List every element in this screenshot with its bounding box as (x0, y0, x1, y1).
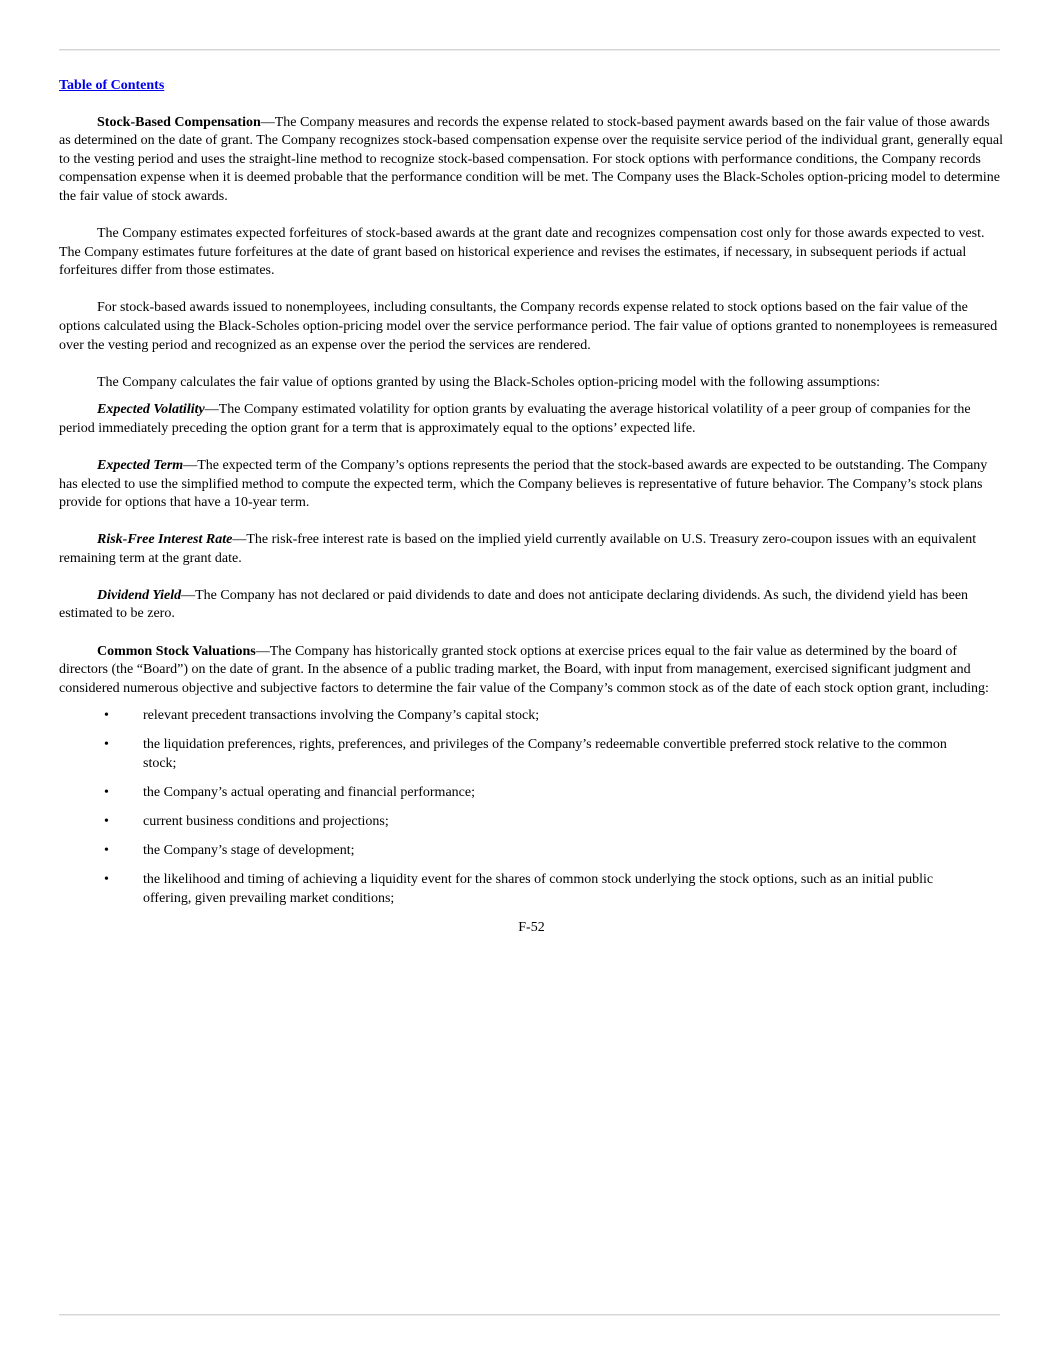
heading-risk-free-interest-rate: Risk-Free Interest Rate (97, 532, 233, 548)
heading-dividend-yield: Dividend Yield (97, 587, 182, 603)
paragraph-text: —The risk-free interest rate is based on the implied yield currently available on U.S. Treasury zero-coupon issues with an equivalent remaining term at the grant date. (59, 532, 977, 566)
heading-common-stock-valuations: Common Stock Valuations (97, 643, 256, 659)
valuation-factors-list (59, 707, 1004, 908)
paragraph-stock-based-compensation (59, 114, 1004, 207)
bullet-icon: • (104, 737, 109, 753)
paragraph-text: —The expected term of the Company’s options represents the period that the stock-based awards are expected to be outstanding. The Company has elected to use the simplified method to compute the expected term, which the Company believes is representative of future behavior. The Company’s stock plans provide for options that have a 10-year term. (59, 457, 988, 511)
list-item (59, 842, 973, 861)
list-item-text: relevant precedent transactions involving the Company’s capital stock; (143, 708, 540, 724)
paragraph-dividend-yield (59, 587, 1004, 624)
list-item-text: current business conditions and projections; (143, 814, 389, 830)
list-item-text: the Company’s stage of development; (143, 843, 355, 859)
paragraph-text: —The Company has not declared or paid dividends to date and does not anticipate declaring dividends. As such, the dividend yield has been estimated to be zero. (59, 587, 969, 622)
bottom-divider (59, 1314, 1000, 1315)
list-item-text: the liquidation preferences, rights, preferences, and privileges of the Company’s redeemable convertible preferred stock relative to the common stock; (143, 737, 947, 772)
paragraph-expected-term (59, 457, 1004, 513)
paragraph-text: —The Company estimated volatility for option grants by evaluating the average historical volatility of a peer group of companies for the period immediately preceding the option grant for a term that is approximately equal to the options’ expected life. (59, 402, 971, 436)
paragraph-risk-free-rate (59, 531, 1004, 568)
bullet-icon: • (104, 814, 109, 830)
list-item (59, 813, 973, 832)
paragraph-assumptions-intro: The Company calculates the fair value of options granted by using the Black-Scholes option-pricing model with the following assumptions: (97, 374, 881, 390)
paragraph-expected-volatility (59, 401, 1004, 438)
list-item (59, 707, 973, 726)
paragraph-forfeitures: The Company estimates expected forfeitures of stock-based awards at the grant date and recognizes compensation cost only for those awards expected to vest. The Company estimates future forfeitures at the date of grant based on historical experience and revises the estimates, if necessary, in subsequent periods if actual forfeitures differ from those estimates. (59, 226, 985, 279)
heading-expected-volatility: Expected Volatility (97, 402, 205, 418)
paragraph-text: —The Company has historically granted stock options at exercise prices equal to the fair value as determined by the board of directors (the “Board”) on the date of grant. In the absence of a public trading market, the Board, with input from management, exercised significant judgment and considered numerous objective and subjective factors to determine the fair value of the Company’s common stock as of the date of each stock option grant, including: (59, 643, 989, 696)
paragraph-text: —The Company measures and records the expense related to stock-based payment awards based on the fair value of those awards as determined on the date of grant. The Company recognizes stock-based compensation expense over the requisite service period of the individual grant, generally equal to the vesting period and uses the straight-line method to recognize stock-based compensation. For stock options with performance conditions, the Company records compensation expense when it is deemed probable that the performance condition will be met. The Company uses the Black-Scholes option-pricing model to determine the fair value of stock awards. (59, 114, 1004, 204)
page-number: F-52 (518, 920, 545, 936)
heading-stock-based-compensation: Stock-Based Compensation (97, 114, 261, 130)
bullet-icon: • (104, 708, 109, 724)
paragraph-common-stock-valuations (59, 643, 1004, 699)
bullet-icon: • (104, 785, 109, 801)
list-item (59, 871, 973, 908)
list-item-text: the likelihood and timing of achieving a liquidity event for the shares of common stock underlying the stock options, such as an initial public offering, given prevailing market conditions; (143, 872, 934, 906)
table-of-contents-link[interactable]: Table of Contents (59, 78, 165, 93)
top-divider (59, 49, 1000, 50)
bullet-icon: • (104, 843, 109, 859)
document-body (59, 77, 1004, 938)
list-item-text: the Company’s actual operating and financial performance; (143, 785, 475, 801)
bullet-icon: • (104, 872, 109, 888)
heading-expected-term: Expected Term (97, 457, 184, 473)
list-item (59, 784, 973, 803)
paragraph-nonemployees: For stock-based awards issued to nonemployees, including consultants, the Company records expense related to stock options based on the fair value of the options calculated using the Black-Scholes option-pricing model over the service performance period. The fair value of options granted to nonemployees is remeasured over the vesting period and recognized as an expense over the period the services are rendered. (59, 300, 998, 353)
list-item (59, 736, 973, 773)
